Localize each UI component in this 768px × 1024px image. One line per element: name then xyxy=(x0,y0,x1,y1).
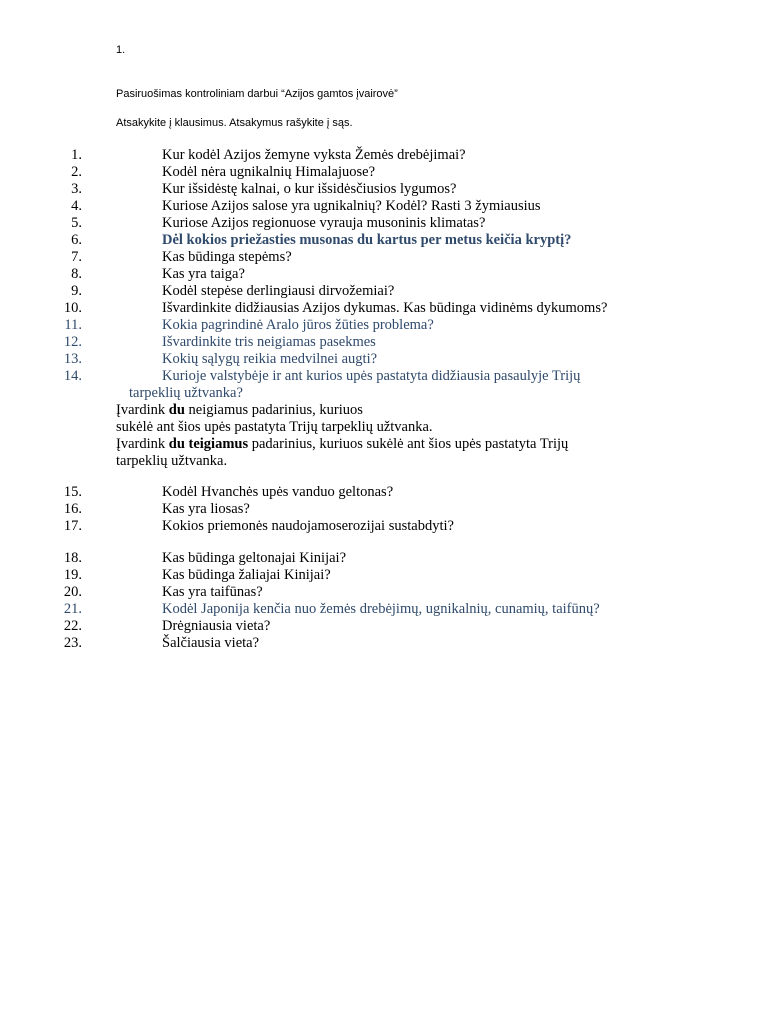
question-number: 21. xyxy=(63,601,82,617)
question-number: 8. xyxy=(71,266,82,282)
question-number: 7. xyxy=(71,249,82,265)
question-text: Kur išsidėstę kalnai, o kur išsidėsčiusios lygumos? xyxy=(162,181,457,197)
question-text-highlighted: Dėl kokios priežasties musonas du kartus per metus keičia kryptį? xyxy=(162,232,572,248)
para-text: padarinius, kuriuos sukėlė ant šios upės pastatyta Trijų xyxy=(248,436,569,452)
question-number: 3. xyxy=(71,181,82,197)
question-text: Drėgniausia vieta? xyxy=(162,618,271,634)
question-text: Kuriose Azijos regionuose vyrauja musoninis klimatas? xyxy=(162,215,486,231)
instruction-text: Atsakykite į klausimus. Atsakymus rašykite į sąs. xyxy=(116,117,353,129)
question-number: 11. xyxy=(64,317,82,333)
question-number: 12. xyxy=(63,334,82,350)
question-text: Šalčiausia vieta? xyxy=(162,635,260,651)
question-number: 14. xyxy=(63,368,82,384)
question-text: Kodėl stepėse derlingiausi dirvožemiai? xyxy=(162,283,395,299)
question-text: Kur kodėl Azijos žemyne vyksta Žemės drebėjimai? xyxy=(162,147,466,163)
question-text: Kodėl Japonija kenčia nuo žemės drebėjimų, ugnikalnių, cunamių, taifūnų? xyxy=(162,601,600,617)
question-number: 4. xyxy=(71,198,82,214)
question-number: 19. xyxy=(63,567,82,583)
paragraph-positive-line-1 xyxy=(116,436,568,453)
question-text: Kas būdinga stepėms? xyxy=(162,249,292,265)
question-number: 23. xyxy=(63,635,82,651)
question-number: 9. xyxy=(71,283,82,299)
para-text: Įvardink xyxy=(116,436,169,452)
question-text: Kokių sąlygų reikia medvilnei augti? xyxy=(162,351,378,367)
question-text: Kas yra taiga? xyxy=(162,266,245,282)
paragraph-negative-line-2: sukėlė ant šios upės pastatyta Trijų tarpeklių užtvanka. xyxy=(116,419,433,435)
question-text: Kodėl Hvanchės upės vanduo geltonas? xyxy=(162,484,394,500)
question-text: Kas yra liosas? xyxy=(162,501,250,517)
question-text: Kurioje valstybėje ir ant kurios upės pastatyta didžiausia pasaulyje Trijų xyxy=(162,368,581,384)
question-number: 10. xyxy=(63,300,82,316)
question-number: 5. xyxy=(71,215,82,231)
question-number: 16. xyxy=(63,501,82,517)
question-text: Kokia pagrindinė Aralo jūros žūties problema? xyxy=(162,317,434,333)
question-number: 2. xyxy=(71,164,82,180)
question-text: Kuriose Azijos salose yra ugnikalnių? Kodėl? Rasti 3 žymiausius xyxy=(162,198,541,214)
question-number: 17. xyxy=(63,518,82,534)
document-title: Pasiruošimas kontroliniam darbui “Azijos gamtos įvairovė” xyxy=(116,88,398,100)
para-bold-text: du xyxy=(168,402,185,418)
question-text: Išvardinkite didžiausias Azijos dykumas. Kas būdinga vidinėms dykumoms? xyxy=(162,300,608,316)
question-number: 20. xyxy=(63,584,82,600)
question-text: Kas yra taifūnas? xyxy=(162,584,263,600)
question-number: 1. xyxy=(71,147,82,163)
paragraph-positive-line-2: tarpeklių užtvanka. xyxy=(116,453,228,469)
paragraph-negative-line-1 xyxy=(116,402,363,419)
question-text: Kas būdinga žaliajai Kinijai? xyxy=(162,567,331,583)
question-number: 6. xyxy=(71,232,82,248)
page-number: 1. xyxy=(116,44,126,56)
para-text: neigiamus padarinius, kuriuos xyxy=(184,402,363,418)
question-number: 13. xyxy=(63,351,82,367)
question-number: 18. xyxy=(63,550,82,566)
para-text: Įvardink xyxy=(116,402,169,418)
question-number: 22. xyxy=(63,618,82,634)
question-14-continuation: tarpeklių užtvanka? xyxy=(129,385,243,401)
para-bold-text: du teigiamus xyxy=(168,436,249,452)
question-text: Išvardinkite tris neigiamas pasekmes xyxy=(162,334,376,350)
question-number: 15. xyxy=(63,484,82,500)
question-text: Kodėl nėra ugnikalnių Himalajuose? xyxy=(162,164,376,180)
question-text: Kokios priemonės naudojamoserozijai sustabdyti? xyxy=(162,518,454,534)
question-text: Kas būdinga geltonajai Kinijai? xyxy=(162,550,347,566)
